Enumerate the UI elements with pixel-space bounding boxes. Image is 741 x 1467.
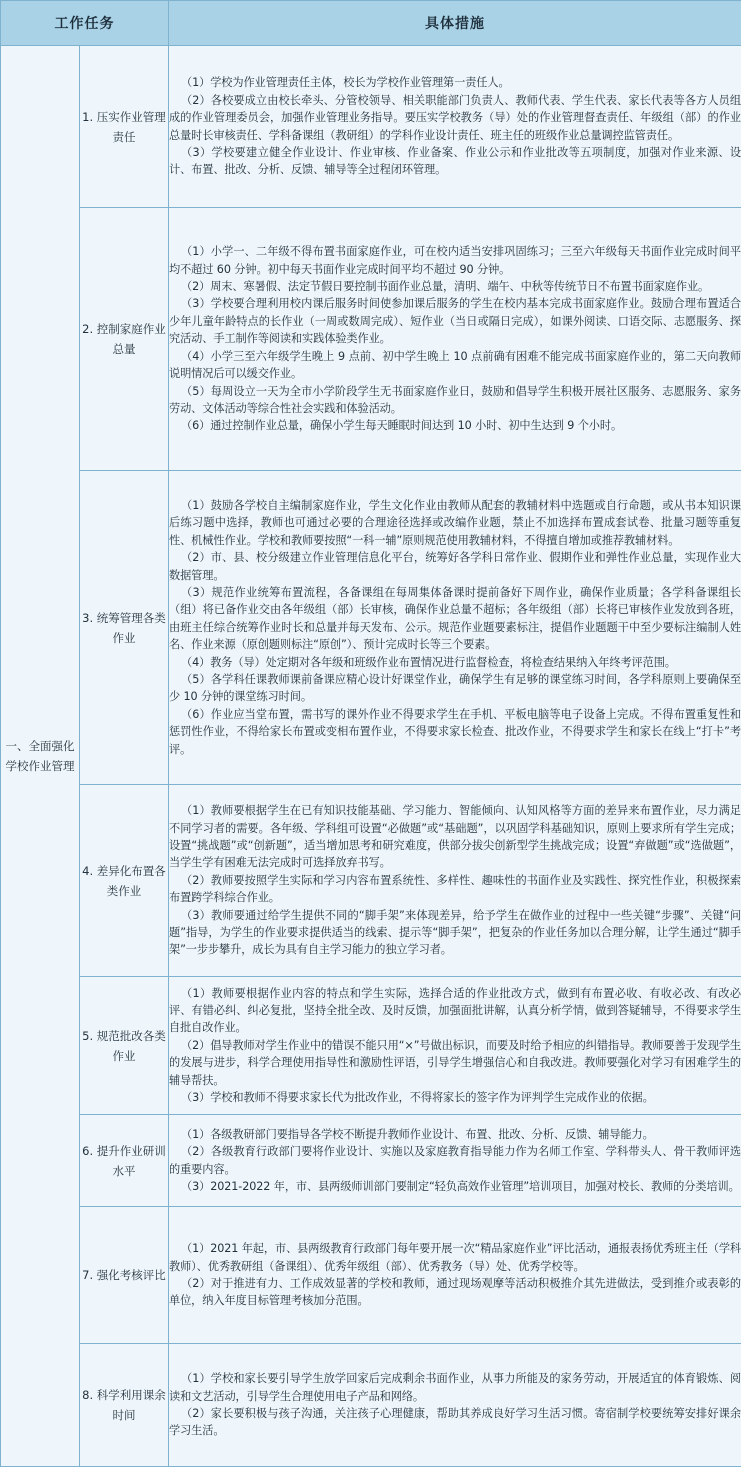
task-name: 4. 差异化布置各类作业: [80, 785, 169, 977]
measures-cell: [169, 1207, 741, 1344]
measure-item: （1）学校和家长要引导学生放学回家后完成剩余书面作业，从事力所能及的家务劳动，开展适宜的体育锻炼、阅读和文艺活动，引导学生合理使用电子产品和网络。: [169, 1370, 741, 1405]
measures-cell: [169, 1115, 741, 1207]
task-name: 5. 规范批改各类作业: [80, 977, 169, 1115]
task-name: 8. 科学利用课余时间: [80, 1344, 169, 1467]
table-row: [1, 208, 741, 471]
task-name: 6. 提升作业研训水平: [80, 1115, 169, 1207]
table-row: [1, 46, 741, 208]
measure-item: （3）学校和教师不得要求家长代为批改作业，不得将家长的签字作为评判学生完成作业的依据。: [169, 1089, 741, 1106]
table-row: [1, 1115, 741, 1207]
task-name: 2. 控制家庭作业总量: [80, 208, 169, 471]
table-body: [1, 46, 741, 1467]
measure-item: （1）2021 年起，市、县两级教育行政部门每年要开展一次“精品家庭作业”评比活动，通报表扬优秀班主任（学科教师）、优秀教研组（备课组）、优秀年级组（部）、优秀教务（导）处、优秀学校等。: [169, 1240, 741, 1275]
measures-cell: [169, 1344, 741, 1467]
measure-item: （4）教务（导）处定期对各年级和班级作业布置情况进行监督检查，将检查结果纳入年终考评范围。: [169, 654, 741, 671]
table-row: [1, 471, 741, 785]
table-row: [1, 977, 741, 1115]
measure-item: （3）教师要通过给学生提供不同的“脚手架”来体现差异，给予学生在做作业的过程中一些关键“步骤”、关键“问题”指导，为学生的作业要求提供适当的线索、提示等“脚手架”，把复杂的作业任务加以合理分解，让学生通过“脚手架”一步步攀升，成长为具有自主学习能力的独立学习者。: [169, 907, 741, 959]
table-row: [1, 1344, 741, 1467]
measures-cell: [169, 471, 741, 785]
measure-item: （1）教师要根据作业内容的特点和学生实际，选择合适的作业批改方式，做到有布置必收、有收必改、有改必评、有错必纠、纠必复批，坚持全批全改、及时反馈，加强面批讲解，认真分析学情，做到答疑辅导，不得要求学生自批自改作业。: [169, 985, 741, 1037]
measure-item: （2）周末、寒暑假、法定节假日要控制书面作业总量，清明、端午、中秋等传统节日不布置书面家庭作业。: [169, 278, 741, 295]
measure-item: （3）2021-2022 年，市、县两级师训部门要制定“轻负高效作业管理”培训项目，加强对校长、教师的分类培训。: [169, 1178, 741, 1195]
measure-item: （3）学校要建立健全作业设计、作业审核、作业备案、作业公示和作业批改等五项制度，加强对作业来源、设计、布置、批改、分析、反馈、辅导等全过程闭环管理。: [169, 144, 741, 179]
measure-item: （3）规范作业统筹布置流程，各备课组在每周集体备课时提前备好下周作业，确保作业质量；各学科备课组长（组）将已备作业交由各年级组（部）长审核，确保作业总量不超标；各年级组（部）长将已审核作业发放到各班，由班主任综合统筹作业时长和总量并每天发布、公示。规范作业题要素标注，提倡作业题题干中至少要标注编制人姓名、作业来源（原创题则标注“原创”）、预计完成时长等三个要素。: [169, 584, 741, 654]
measures-cell: [169, 977, 741, 1115]
task-name: 1. 压实作业管理责任: [80, 46, 169, 208]
header-row: [1, 1, 741, 46]
table-row: [1, 1207, 741, 1344]
measure-item: （2）家长要积极与孩子沟通，关注孩子心理健康，帮助其养成良好学习生活习惯。寄宿制学校要统筹安排好课余学习生活。: [169, 1405, 741, 1440]
measure-item: （5）每周设立一天为全市小学阶段学生无书面家庭作业日，鼓励和倡导学生积极开展社区服务、志愿服务、家务劳动、文体活动等综合性社会实践和体验活动。: [169, 383, 741, 418]
measure-item: （5）各学科任课教师课前备课应精心设计好课堂作业，确保学生有足够的课堂练习时间，各学科原则上要确保至少 10 分钟的课堂练习时间。: [169, 671, 741, 706]
task-name: 3. 统筹管理各类作业: [80, 471, 169, 785]
measure-item: （4）小学三至六年级学生晚上 9 点前、初中学生晚上 10 点前确有困难不能完成书面家庭作业的，第二天向教师说明情况后可以缓交作业。: [169, 348, 741, 383]
measure-item: （2）教师要按照学生实际和学习内容布置系统性、多样性、趣味性的书面作业及实践性、探究性作业，积极探索布置跨学科综合作业。: [169, 872, 741, 907]
measures-cell: [169, 785, 741, 977]
measure-item: （2）各校要成立由校长牵头、分管校领导、相关职能部门负责人、教师代表、学生代表、家长代表等各方人员组成的作业管理委员会，加强作业管理业务指导。要压实学校教务（导）处的作业管理督查责任、年级组（部）的作业总量时长审核责任、学科备课组（教研组）的学科作业设计责任、班主任的班级作业总量调控监管责任。: [169, 92, 741, 144]
header-task: 工作任务: [1, 1, 169, 46]
table-row: [1, 785, 741, 977]
measure-item: （1）各级教研部门要指导各学校不断提升教师作业设计、布置、批改、分析、反馈、辅导能力。: [169, 1126, 741, 1143]
measure-item: （2）各级教育行政部门要将作业设计、实施以及家庭教育指导能力作为名师工作室、学科带头人、骨干教师评选的重要内容。: [169, 1143, 741, 1178]
measures-cell: [169, 208, 741, 471]
measure-item: （1）学校为作业管理责任主体，校长为学校作业管理第一责任人。: [169, 74, 741, 91]
measure-item: （1）教师要根据学生在已有知识技能基础、学习能力、智能倾向、认知风格等方面的差异来布置作业，尽力满足不同学习者的需要。各年级、学科组可设置“必做题”或“基础题”，以巩固学科基础知识，原则上要求所有学生完成；设置“挑战题”或“创新题”，适当增加思考和研究难度，供部分拔尖创新型学生挑战完成；设置“弃做题”或“选做题”，当学生学有困难无法完成时可选择放弃书写。: [169, 802, 741, 872]
measure-item: （6）作业应当堂布置，需书写的课外作业不得要求学生在手机、平板电脑等电子设备上完成。不得布置重复性和惩罚性作业，不得给家长布置或变相布置作业，不得要求家长检查、批改作业，不得要求学生和家长在线上“打卡”考评。: [169, 706, 741, 758]
task-name: 7. 强化考核评比: [80, 1207, 169, 1344]
measure-item: （1）鼓励各学校自主编制家庭作业，学生文化作业由教师从配套的教辅材料中选题或自行命题，或从书本知识课后练习题中选择，教师也可通过必要的合理途径选择或改编作业题，禁止不加选择布置成套试卷、批量习题等重复性、机械性作业。学校和教师要按照“一科一辅”原则规范使用教辅材料，不得擅自增加或推荐教辅材料。: [169, 497, 741, 549]
measures-cell: [169, 46, 741, 208]
category-cell: 一、全面强化学校作业管理: [1, 46, 80, 1467]
measure-item: （2）倡导教师对学生作业中的错误不能只用“×”号做出标识，而要及时给予相应的纠错指导。教师要善于发现学生的发展与进步，科学合理使用指导性和激励性评语，引导学生增强信心和自我改进。教师要强化对学习有困难学生的辅导帮扶。: [169, 1037, 741, 1089]
measure-item: （1）小学一、二年级不得布置书面家庭作业，可在校内适当安排巩固练习；三至六年级每天书面作业完成时间平均不超过 60 分钟。初中每天书面作业完成时间平均不超过 90 分钟。: [169, 243, 741, 278]
measure-item: （3）学校要合理利用校内课后服务时间使参加课后服务的学生在校内基本完成书面家庭作业。鼓励合理布置适合少年儿童年龄特点的长作业（一周或数周完成）、短作业（当日或隔日完成），如课外阅读、口语交际、志愿服务、探究活动、手工制作等阅读和实践体验类作业。: [169, 295, 741, 347]
measure-item: （2）对于推进有力、工作成效显著的学校和教师，通过现场观摩等活动积极推介其先进做法，受到推介或表彰的单位，纳入年度目标管理考核加分范围。: [169, 1275, 741, 1310]
measure-item: （2）市、县、校分级建立作业管理信息化平台，统筹好各学科日常作业、假期作业和弹性作业总量，实现作业大数据管理。: [169, 549, 741, 584]
header-measures: 具体措施: [169, 1, 741, 46]
measure-item: （6）通过控制作业总量，确保小学生每天睡眠时间达到 10 小时、初中生达到 9 个小时。: [169, 417, 741, 434]
